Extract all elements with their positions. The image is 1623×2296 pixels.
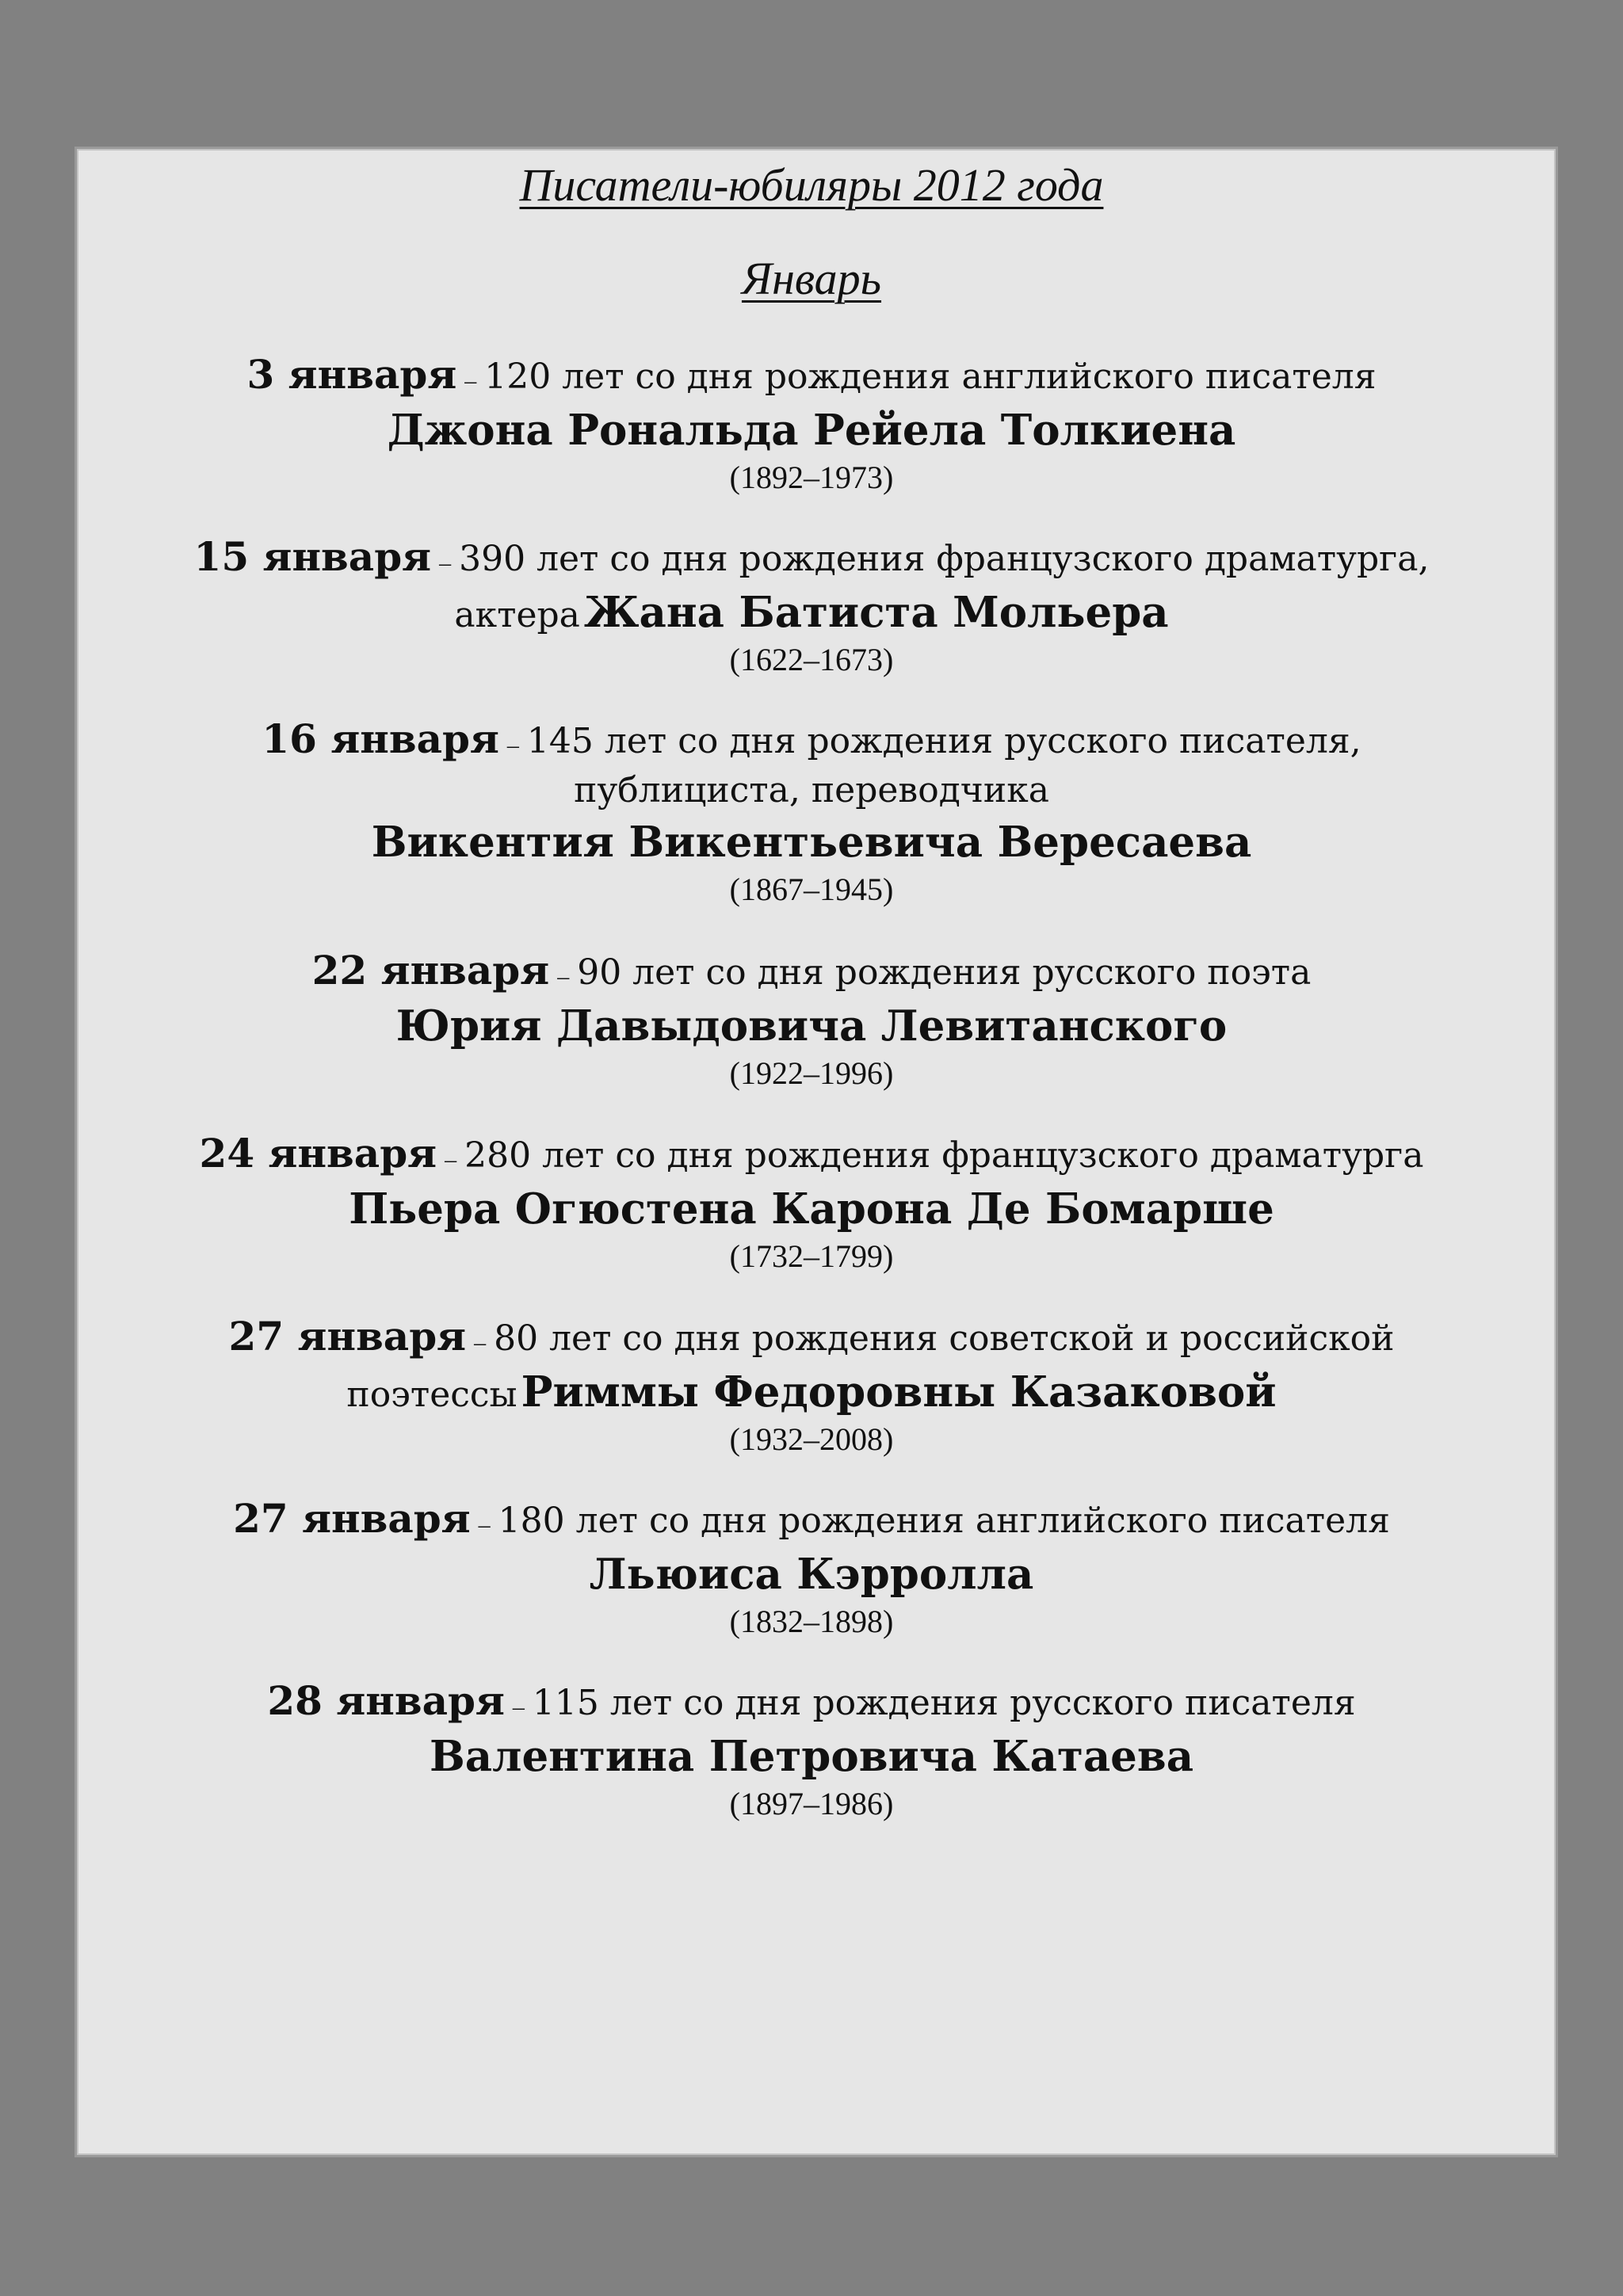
writer-life-years: (1892–1973) — [729, 460, 894, 495]
entry-name-line — [0, 814, 1623, 870]
entry-name-line — [0, 1181, 1623, 1237]
writer-name: Юрия Давыдовича Левитанского — [395, 1001, 1228, 1051]
entry-description: 80 лет со дня рождения советской и российской — [494, 1318, 1395, 1359]
entry-name-line — [0, 585, 1623, 640]
entry-name-line — [0, 402, 1623, 458]
anniversary-entry — [0, 711, 1623, 910]
entry-line — [0, 1491, 1623, 1547]
entry-line — [0, 1673, 1623, 1729]
writer-life-years: (1867–1945) — [729, 871, 894, 907]
entry-description-prefix: актера — [454, 595, 580, 635]
entry-description: 120 лет со дня рождения английского писателя — [484, 357, 1377, 397]
entry-line — [0, 347, 1623, 402]
entry-description: 145 лет со дня рождения русского писателя, — [526, 721, 1361, 761]
entry-description: 280 лет со дня рождения французского драматурга — [464, 1135, 1424, 1176]
anniversary-entry — [0, 943, 1623, 1093]
writer-name: Джона Рональда Рейела Толкиена — [387, 406, 1236, 455]
entry-line — [0, 529, 1623, 585]
writer-life-years: (1732–1799) — [729, 1238, 894, 1274]
anniversary-entry — [0, 347, 1623, 498]
anniversary-entry — [0, 1491, 1623, 1642]
writer-name: Викентия Викентьевича Вересаева — [371, 818, 1252, 867]
entry-dash: – — [557, 963, 570, 990]
entry-line — [0, 1126, 1623, 1181]
entry-date: 22 января — [311, 947, 550, 994]
entry-description: 390 лет со дня рождения французского драматурга, — [459, 539, 1430, 579]
entry-line — [0, 943, 1623, 998]
entry-line — [0, 1309, 1623, 1364]
writer-life-years: (1922–1996) — [729, 1055, 894, 1091]
entry-line — [0, 711, 1623, 767]
entry-dash: – — [512, 1694, 525, 1720]
writer-name: Жана Батиста Мольера — [583, 588, 1169, 637]
entry-name-line — [0, 1729, 1623, 1784]
entry-description-prefix: поэтессы — [346, 1375, 517, 1415]
writer-life-years: (1897–1986) — [729, 1786, 894, 1821]
entry-dash: – — [478, 1512, 491, 1538]
writer-name: Риммы Федоровны Казаковой — [521, 1367, 1277, 1417]
entry-description: 90 лет со дня рождения русского поэта — [577, 952, 1312, 993]
entry-date: 15 января — [193, 533, 432, 580]
entry-date: 27 января — [233, 1495, 471, 1542]
entry-date: 16 января — [262, 715, 499, 762]
entry-date: 27 января — [228, 1313, 467, 1360]
entry-name-line — [0, 1547, 1623, 1602]
entry-dash: – — [445, 1146, 457, 1173]
entry-description-continued: публициста, переводчика — [574, 770, 1049, 810]
writer-life-years: (1622–1673) — [729, 642, 894, 677]
entry-dash: – — [474, 1329, 487, 1356]
anniversary-entry — [0, 1673, 1623, 1824]
entry-name-line — [0, 1364, 1623, 1420]
entry-date: 3 января — [246, 351, 457, 398]
anniversary-entry — [0, 1309, 1623, 1459]
writer-life-years: (1832–1898) — [729, 1604, 894, 1639]
writer-name: Льюиса Кэрролла — [589, 1550, 1034, 1599]
entry-description: 180 лет со дня рождения английского писателя — [498, 1501, 1390, 1541]
month-heading: Январь — [741, 253, 882, 304]
anniversary-entry — [0, 1126, 1623, 1276]
entry-date: 28 января — [267, 1677, 505, 1724]
entry-dash: – — [506, 732, 519, 758]
writer-name: Пьера Огюстена Карона Де Бомарше — [349, 1184, 1274, 1234]
entry-date: 24 января — [199, 1130, 437, 1177]
document-title: Писатели-юбиляры 2012 года — [519, 159, 1104, 211]
entry-dash: – — [439, 550, 452, 576]
writer-name: Валентина Петровича Катаева — [429, 1732, 1194, 1781]
entry-dash: – — [464, 368, 477, 394]
writer-life-years: (1932–2008) — [729, 1421, 894, 1457]
entry-description: 115 лет со дня рождения русского писателя — [532, 1683, 1356, 1723]
entry-name-line — [0, 998, 1623, 1054]
entry-line — [0, 767, 1623, 814]
anniversary-entry — [0, 529, 1623, 680]
